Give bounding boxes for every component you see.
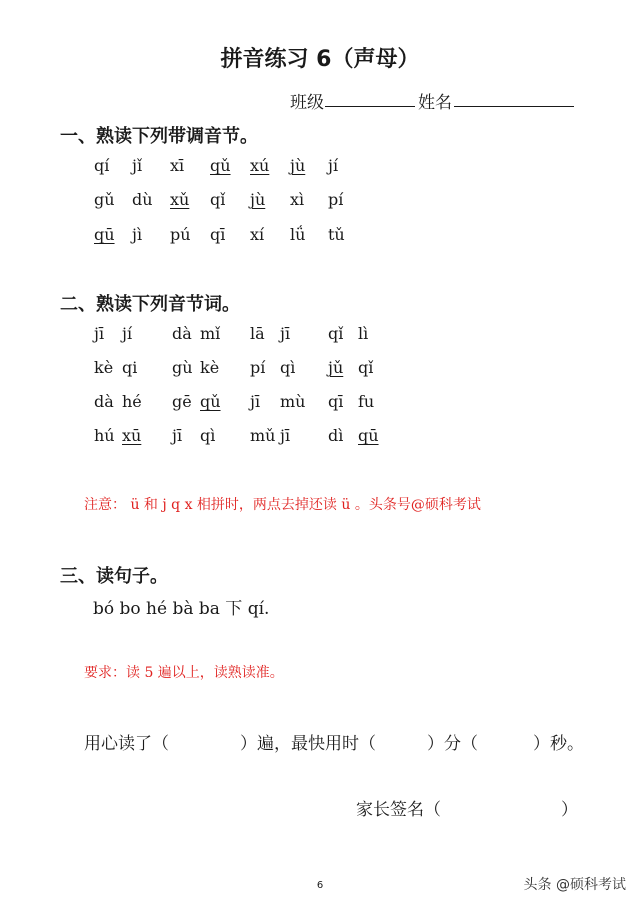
- pinyin-syllable: qí: [94, 156, 110, 175]
- page-title: 拼音练习 6（声母）: [220, 47, 420, 72]
- pinyin-syllable: dì: [328, 426, 344, 445]
- class-label: 班级: [290, 93, 324, 113]
- requirement-text: 要求：读 5 遍以上，读熟读准。: [84, 665, 284, 681]
- pinyin-syllable: pú: [170, 225, 191, 244]
- reading-line-part2: ）遍，最快用时（: [240, 734, 376, 754]
- pinyin-syllable: jǔ: [328, 358, 344, 377]
- pinyin-syllable: qǔ: [200, 392, 221, 411]
- pinyin-syllable: jì: [132, 225, 143, 244]
- pinyin-syllable: xú: [250, 156, 270, 175]
- note-text: 注意： ü 和 j q x 相拼时，两点去掉还读 ü 。头条号@硕科考试: [84, 497, 481, 513]
- pinyin-syllable: jǐ: [132, 156, 143, 175]
- pinyin-syllable: qǐ: [328, 324, 344, 343]
- name-label: 姓名: [418, 93, 452, 113]
- pinyin-syllable: xì: [290, 190, 305, 209]
- page-number: 6: [316, 880, 324, 891]
- pinyin-syllable: jī: [250, 392, 261, 411]
- pinyin-syllable: qū: [358, 426, 379, 445]
- reading-line-part4: ）秒。: [533, 734, 584, 754]
- pinyin-syllable: fu: [358, 392, 375, 411]
- pinyin-syllable: xū: [122, 426, 142, 445]
- class-blank: [325, 106, 415, 107]
- pinyin-syllable: kè: [94, 358, 114, 377]
- reading-line-part3: ）分（: [427, 734, 478, 754]
- pinyin-syllable: qū: [94, 225, 115, 244]
- watermark: 头条 @硕科考试: [523, 877, 626, 893]
- pinyin-syllable: lā: [250, 324, 265, 343]
- pinyin-syllable: jī: [172, 426, 183, 445]
- pinyin-syllable: lǘ: [290, 225, 306, 244]
- section2-heading: 二、熟读下列音节词。: [60, 294, 240, 315]
- section1-heading: 一、熟读下列带调音节。: [60, 126, 258, 147]
- pinyin-syllable: pí: [250, 358, 266, 377]
- pinyin-syllable: dà: [172, 324, 192, 343]
- pinyin-syllable: gē: [172, 392, 192, 411]
- reading-line-part1: 用心读了（: [84, 734, 169, 754]
- pinyin-syllable: qī: [328, 392, 344, 411]
- pinyin-syllable: jī: [94, 324, 105, 343]
- pinyin-syllable: jī: [280, 324, 291, 343]
- pinyin-syllable: jí: [328, 156, 339, 175]
- pinyin-syllable: jí: [122, 324, 133, 343]
- pinyin-syllable: kè: [200, 358, 220, 377]
- pinyin-syllable: jī: [280, 426, 291, 445]
- section3-heading: 三、读句子。: [60, 566, 168, 587]
- pinyin-syllable: qi: [122, 358, 138, 377]
- pinyin-syllable: lì: [358, 324, 369, 343]
- pinyin-syllable: mǐ: [200, 324, 221, 343]
- pinyin-syllable: xí: [250, 225, 265, 244]
- pinyin-syllable: xǔ: [170, 190, 190, 209]
- pinyin-syllable: qǐ: [358, 358, 374, 377]
- pinyin-syllable: qǐ: [210, 190, 226, 209]
- pinyin-syllable: gù: [172, 358, 193, 377]
- pinyin-syllable: jù: [250, 190, 266, 209]
- practice-sentence: bó bo hé bà ba 下 qí.: [93, 599, 270, 619]
- pinyin-syllable: hé: [122, 392, 142, 411]
- pinyin-syllable: qì: [200, 426, 216, 445]
- pinyin-syllable: qì: [280, 358, 296, 377]
- pinyin-syllable: tǔ: [328, 225, 345, 244]
- pinyin-syllable: gǔ: [94, 190, 115, 209]
- pinyin-syllable: qǔ: [210, 156, 231, 175]
- pinyin-syllable: qī: [210, 225, 226, 244]
- name-blank: [454, 106, 574, 107]
- pinyin-syllable: dù: [132, 190, 153, 209]
- pinyin-syllable: mǔ: [250, 426, 276, 445]
- pinyin-syllable: xī: [170, 156, 185, 175]
- pinyin-syllable: dà: [94, 392, 114, 411]
- parent-sign-close: ）: [561, 800, 578, 820]
- pinyin-syllable: pí: [328, 190, 344, 209]
- pinyin-syllable: hú: [94, 426, 115, 445]
- pinyin-syllable: jù: [290, 156, 306, 175]
- pinyin-syllable: mù: [280, 392, 306, 411]
- parent-sign-label: 家长签名（: [356, 800, 441, 820]
